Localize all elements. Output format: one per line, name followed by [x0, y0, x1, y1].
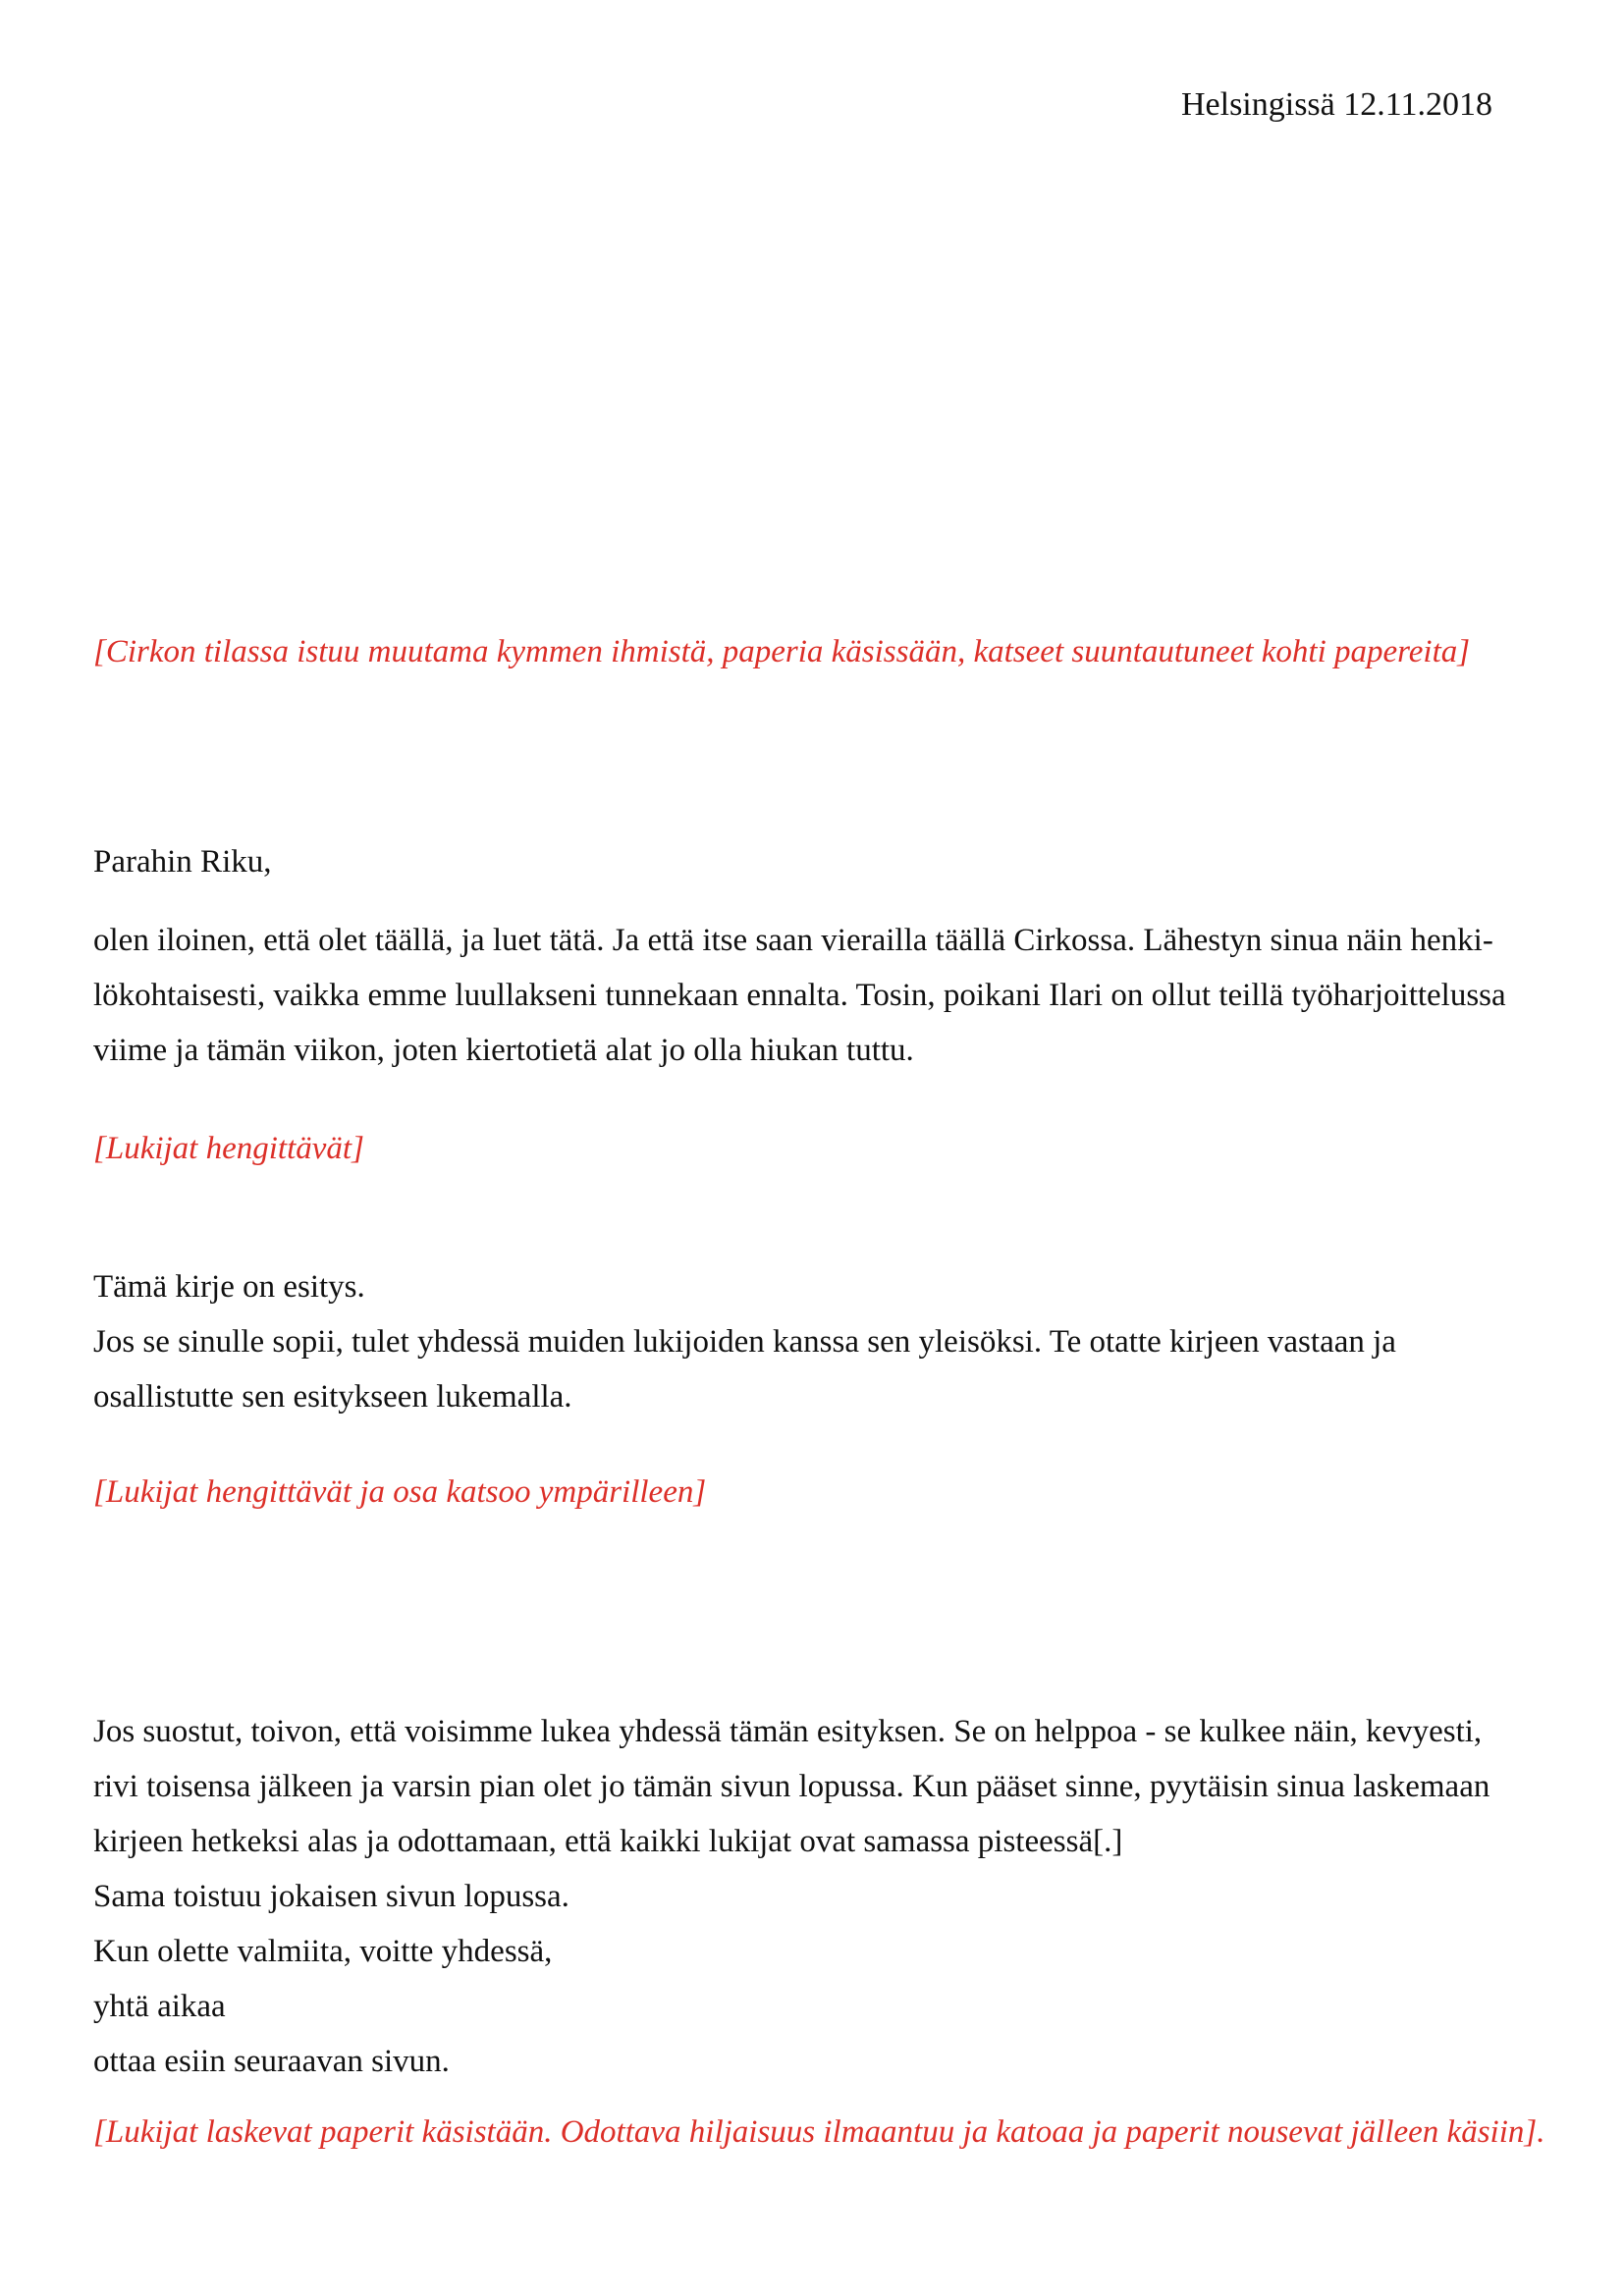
paragraph-2-line-1: Tämä kirje on esitys. [93, 1269, 365, 1305]
stage-direction-opening: [Cirkon tilassa istuu muutama kymmen ihmistä, paperia käsissään, katseet suuntautuneet kohti papereita] [93, 634, 1471, 669]
paragraph-3-line-4: Sama toistuu jokaisen sivun lopussa. [93, 1879, 569, 1914]
paragraph-3-line-1: Jos suostut, toivon, että voisimme lukea yhdessä tämän esityksen. Se on helppoa - se kulkee näin, kevyesti, [93, 1714, 1483, 1749]
stage-direction-closing: [Lukijat laskevat paperit käsistään. Odottava hiljaisuus ilmaantuu ja katoaa ja paperit nousevat jälleen käsiin]. [93, 2114, 1545, 2150]
paragraph-3-line-5: Kun olette valmiita, voitte yhdessä, [93, 1934, 553, 1969]
paragraph-1-line-3: viime ja tämän viikon, joten kiertotietä alat jo olla hiukan tuttu. [93, 1033, 914, 1068]
paragraph-1-line-1: olen iloinen, että olet täällä, ja luet tätä. Ja että itse saan vierailla täällä Cirkossa. Lähestyn sinua näin henki- [93, 923, 1493, 958]
paragraph-2-line-2: Jos se sinulle sopii, tulet yhdessä muiden lukijoiden kanssa sen yleisöksi. Te otatte kirjeen vastaan ja [93, 1324, 1396, 1360]
paragraph-1 [93, 913, 1531, 1078]
paragraph-3-line-7: ottaa esiin seuraavan sivun. [93, 2044, 450, 2079]
stage-direction-look-around: [Lukijat hengittävät ja osa katsoo ympärilleen] [93, 1474, 707, 1510]
paragraph-3-line-6: yhtä aikaa [93, 1989, 226, 2024]
paragraph-3-line-3: kirjeen hetkeksi alas ja odottamaan, että kaikki lukijat ovat samassa pisteessä[.] [93, 1824, 1123, 1859]
paragraph-3-line-2: rivi toisensa jälkeen ja varsin pian olet jo tämän sivun lopussa. Kun pääset sinne, pyytäisin sinua laskemaan [93, 1769, 1490, 1804]
paragraph-2-line-3: osallistutte sen esitykseen lukemalla. [93, 1379, 572, 1415]
stage-direction-breathe: [Lukijat hengittävät] [93, 1131, 364, 1166]
salutation: Parahin Riku, [93, 844, 272, 880]
date-location-line: Helsingissä 12.11.2018 [1180, 86, 1492, 123]
paragraph-2 [93, 1259, 1531, 1424]
paragraph-1-line-2: lökohtaisesti, vaikka emme luullakseni tunnekaan ennalta. Tosin, poikani Ilari on ollut teillä työharjoittelussa [93, 978, 1506, 1013]
paragraph-3 [93, 1704, 1531, 2089]
